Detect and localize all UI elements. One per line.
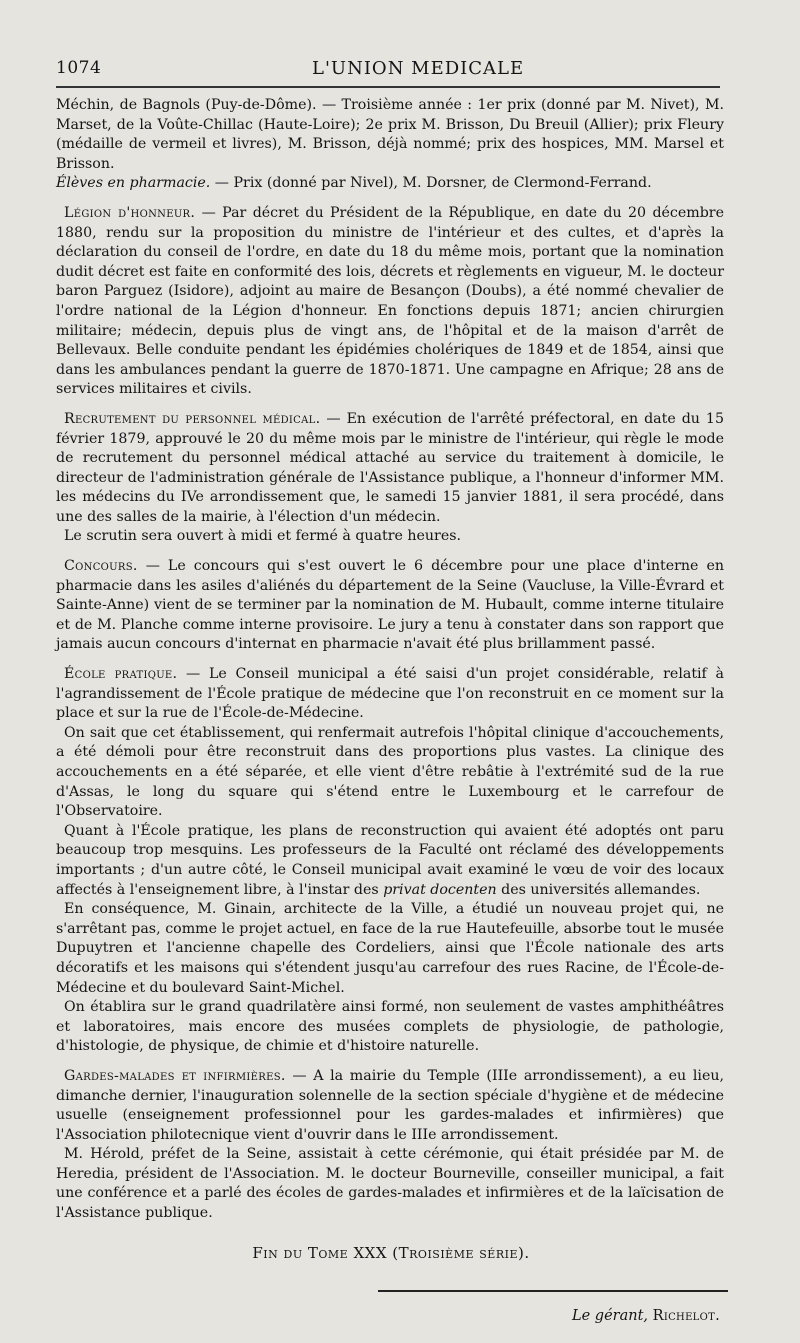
- paragraph-herold: M. Hérold, préfet de la Seine, assistait à cette cérémonie, qui était présidée par M. de Heredia, président de l'Association. M. le docteur Bourneville, conseiller municipal, a fait une conférence et a parlé des écoles de gardes-malades et infirmières et de la laïcisation de l'Assistance publique.: [56, 1146, 724, 1222]
- paragraph-legion: Légion d'honneur. — Par décret du Président de la République, en date du 20 décembre 1880, rendu sur la proposition du ministre de l'intérieur et des cultes, et d'après la déclaration du conseil de l'ordre, en date du 18 du même mois, portant que la nomination dudit décret est faite en conformité des lois, décrets et règlements en vigueur, M. le docteur baron Parguez (Isidore), adjoint au maire de Besançon (Doubs), a été nommé chevalier de l'ordre national de la Légion d'honneur. En fonctions depuis 1871; ancien chirurgien militaire; médecin, depuis plus de vingt ans, de l'hôpital et de la maison d'arrêt de Bellevaux. Belle conduite pendant les épidémies cholériques de 1849 et de 1854, ainsi que dans les ambulances pendant la guerre de 1870-1871. Une campagne en Afrique; 28 ans de services militaires et civils.: [56, 204, 724, 398]
- paragraph-pharmacy-students: Élèves en pharmacie. — Prix (donné par Nivel), M. Dorsner, de Clermond-Ferrand.: [56, 175, 652, 192]
- signature: [56, 1308, 720, 1324]
- paragraph-prizes: Méchin, de Bagnols (Puy-de-Dôme). — Troisième année : 1er prix (donné par M. Nivet), M. Marset, de la Voûte-Chillac (Haute-Loire); 2e prix M. Brisson, Du Breuil (Allier); prix Fleury (médaille de vermeil et livres), M. Brisson, déjà nommé; prix des hospices, MM. Marsel et Brisson.: [56, 97, 724, 172]
- heading-concours: Concours.: [64, 558, 138, 575]
- heading-eleves: Élèves en pharmacie.: [56, 175, 211, 192]
- heading-ecole: École pratique.: [64, 666, 178, 683]
- header-rule: [56, 86, 720, 88]
- heading-recrutement: Recrutement du personnel médical.: [64, 410, 321, 427]
- paragraph-ecole-ginain: En conséquence, M. Ginain, architecte de la Ville, a étudié un nouveau projet qui, ne s'arrêtant pas, comme le projet actuel, en face de la rue Hautefeuille, absorbe tout le musée Dupuytren et l'ancienne chapelle des Cordeliers, ainsi que l'École nationale des arts décoratifs et les maisons qui s'étendent jusqu'au carrefour des rues Racine, de l'École-de-Médecine et du boulevard Saint-Michel.: [56, 901, 724, 996]
- paragraph-ecole-quadrilatere: On établira sur le grand quadrilatère ainsi formé, non seulement de vastes amphithéâtres et laboratoires, mais encore des musées complets de physiologie, de pathologie, d'histologie, de physique, de chimie et d'histoire naturelle.: [56, 999, 724, 1055]
- running-head: [56, 52, 726, 86]
- signature-role: Le gérant,: [571, 1307, 649, 1324]
- paragraph-scrutin: Le scrutin sera ouvert à midi et fermé à quatre heures.: [64, 528, 462, 545]
- paragraph-gardes-malades: Gardes-malades et infirmières. — A la mairie du Temple (IIIe arrondissement), a eu lieu, dimanche dernier, l'inauguration solennelle de la section spéciale d'hygiène et de médecine usuelle (enseignement professionnel pour les gardes-malades et infirmières) que l'Association philotecnique vient d'ouvrir dans le IIIe arrondissement.: [56, 1067, 724, 1143]
- page-number: 1074: [56, 58, 102, 78]
- paragraph-recrutement: Recrutement du personnel médical. — En exécution de l'arrêté préfectoral, en date du 15 février 1879, approuvé le 20 du même mois par le ministre de l'intérieur, qui règle le mode de recrutement du personnel médical attaché au service du traitement à domicile, le directeur de l'administration générale de l'Assistance publique, a l'honneur d'informer MM. les médecins du IVe arrondissement que, le samedi 15 janvier 1881, il sera procédé, dans une des salles de la mairie, à l'élection d'un médecin.: [56, 410, 724, 525]
- end-of-volume-title: Fin du Tome XXX (Troisième série).: [252, 1243, 530, 1262]
- heading-gardes: Gardes-malades et infirmières.: [64, 1067, 286, 1084]
- journal-title: L'UNION MEDICALE: [312, 58, 525, 79]
- signature-name: Richelot.: [652, 1307, 720, 1324]
- article-body: [56, 96, 724, 1224]
- paragraph-ecole: École pratique. — Le Conseil municipal a été saisi d'un projet considérable, relatif à l'agrandissement de l'École pratique de médecine que l'on reconstruit en ce moment sur la place et sur la rue de l'École-de-Médecine.: [56, 666, 724, 722]
- paragraph-ecole-history: On sait que cet établissement, qui renfermait autrefois l'hôpital clinique d'accouchements, a été démoli pour être reconstruit dans des proportions plus vastes. La clinique des accouchements en a été séparée, et elle vient d'être rebâtie à l'extrémité sud de la rue d'Assas, le long du square qui s'étend entre le Luxembourg et le carrefour de l'Observatoire.: [56, 724, 724, 820]
- paragraph-concours: Concours. — Le concours qui s'est ouvert le 6 décembre pour une place d'interne en pharmacie dans les asiles d'aliénés du département de la Seine (Vaucluse, la Ville-Évrard et Sainte-Anne) vient de se terminer par la nomination de M. Hubault, comme interne titulaire et de M. Planche comme interne provisoire. Le jury a tenu à constater dans son rapport que jamais aucun concours d'internat en pharmacie n'avait été plus brillamment passé.: [56, 558, 724, 653]
- signature-rule: [378, 1290, 728, 1292]
- paragraph-ecole-plans: Quant à l'École pratique, les plans de reconstruction qui avaient été adoptés ont paru beaucoup trop mesquins. Les professeurs de la Faculté ont réclamé des développements importants ; d'un autre côté, le Conseil municipal avait examiné le vœu de voir des locaux affectés à l'enseignement libre, à l'instar des privat docenten des universités allemandes.: [56, 822, 724, 898]
- heading-legion: Légion d'honneur.: [64, 204, 196, 221]
- italic-privat-docenten: privat docenten: [383, 881, 497, 898]
